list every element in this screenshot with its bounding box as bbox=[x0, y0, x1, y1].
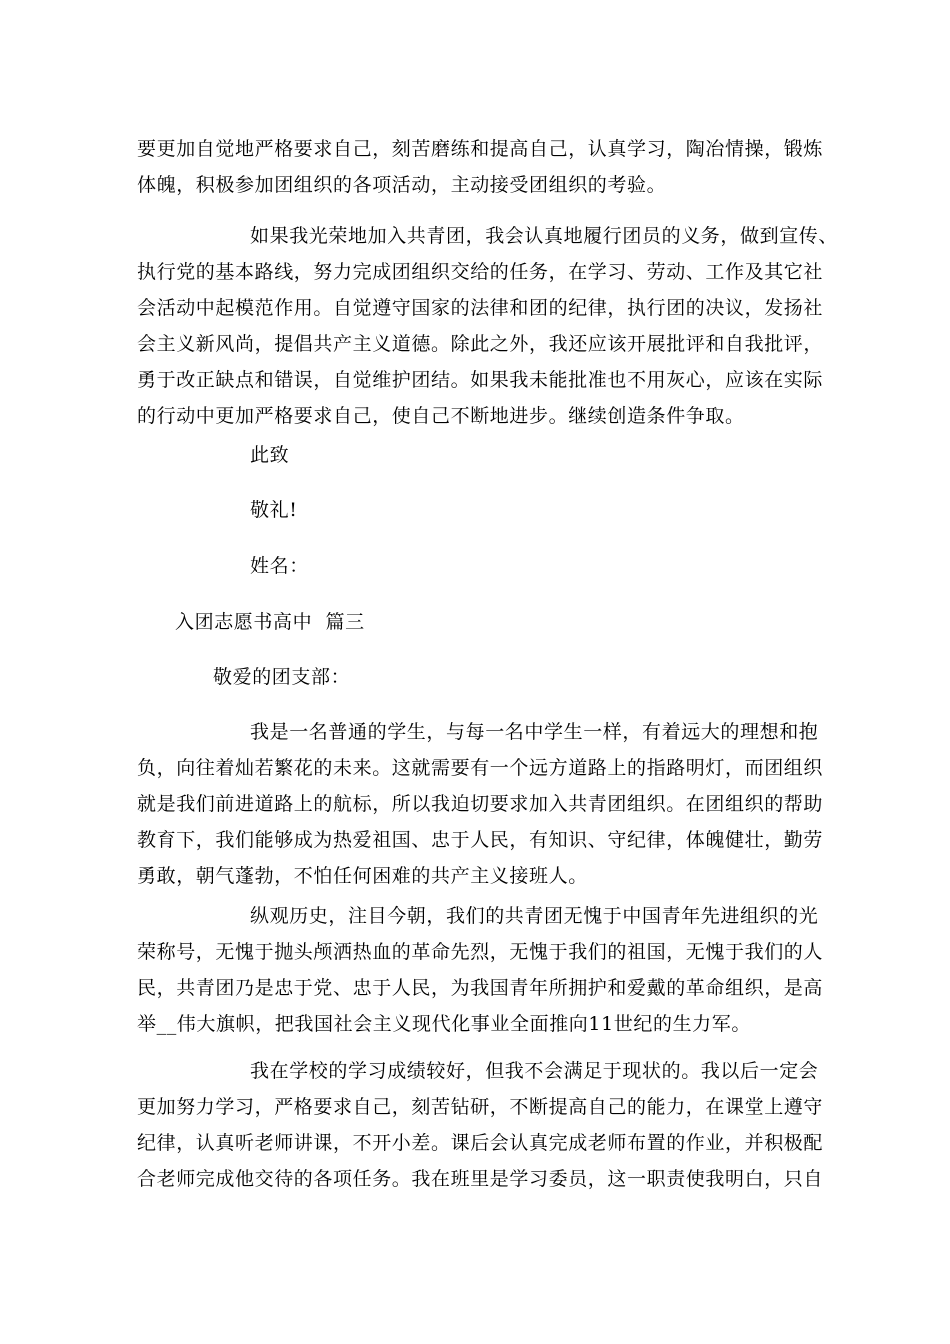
paragraph-2 bbox=[137, 218, 839, 434]
text-line: 要更加自觉地严格要求自己，刻苦磨练和提高自己，认真学习，陶冶情操，锻炼 bbox=[137, 138, 824, 160]
salutation: 敬爱的团支部： bbox=[213, 666, 351, 688]
text-line: 合老师完成他交待的各项任务。我在班里是学习委员，这一职责使我明白，只自 bbox=[137, 1168, 824, 1190]
text-line: 会主义新风尚，提倡共产主义道德。除此之外，我还应该开展批评和自我批评， bbox=[137, 333, 824, 355]
text-line: 我在学校的学习成绩较好，但我不会满足于现状的。我以后一定会 bbox=[250, 1060, 819, 1082]
text-line: 民，共青团乃是忠于党、忠于人民，为我国青年所拥护和爱戴的革命组织，是高 bbox=[137, 977, 824, 999]
text-line: 教育下，我们能够成为热爱祖国、忠于人民，有知识、守纪律，体魄健壮，勤劳 bbox=[137, 829, 824, 851]
closing-line-1: 此致 bbox=[250, 444, 290, 466]
text-line: 勇于改正缺点和错误，自觉维护团结。如果我未能批准也不用灰心，应该在实际 bbox=[137, 369, 824, 391]
section-title: 入团志愿书高中 篇三 bbox=[175, 611, 365, 633]
paragraph-5 bbox=[137, 1053, 824, 1197]
name-label: 姓名： bbox=[250, 555, 309, 577]
text-line: 体魄，积极参加团组织的各项活动，主动接受团组织的考验。 bbox=[137, 174, 667, 196]
text-line: 执行党的基本路线，努力完成团组织交给的任务，在学习、劳动、工作及其它社 bbox=[137, 261, 824, 283]
text-line: 举__伟大旗帜，把我国社会主义现代化事业全面推向11世纪的生力军。 bbox=[137, 1013, 751, 1035]
text-line: 我是一名普通的学生，与每一名中学生一样，有着远大的理想和抱 bbox=[250, 721, 819, 743]
text-line: 就是我们前进道路上的航标，所以我迫切要求加入共青团组织。在团组织的帮助 bbox=[137, 793, 824, 815]
paragraph-4 bbox=[137, 898, 824, 1042]
paragraph-3 bbox=[137, 714, 824, 894]
text-line: 的行动中更加严格要求自己，使自己不断地进步。继续创造条件争取。 bbox=[137, 405, 745, 427]
text-line: 负，向往着灿若繁花的未来。这就需要有一个远方道路上的指路明灯，而团组织 bbox=[137, 757, 824, 779]
paragraph-1 bbox=[137, 131, 824, 203]
closing-line-2: 敬礼! bbox=[250, 499, 298, 521]
text-line: 纪律，认真听老师讲课，不开小差。课后会认真完成老师布置的作业，并积极配 bbox=[137, 1132, 824, 1154]
text-line: 更加努力学习，严格要求自己，刻苦钻研，不断提高自己的能力，在课堂上遵守 bbox=[137, 1096, 824, 1118]
text-line: 荣称号，无愧于抛头颅洒热血的革命先烈，无愧于我们的祖国，无愧于我们的人 bbox=[137, 941, 824, 963]
text-line: 如果我光荣地加入共青团，我会认真地履行团员的义务，做到宣传、 bbox=[250, 225, 839, 247]
text-line: 勇敢，朝气蓬勃，不怕任何困难的共产主义接班人。 bbox=[137, 865, 588, 887]
text-line: 会活动中起模范作用。自觉遵守国家的法律和团的纪律，执行团的决议，发扬社 bbox=[137, 297, 824, 319]
text-line: 纵观历史，注目今朝，我们的共青团无愧于中国青年先进组织的光 bbox=[250, 905, 819, 927]
